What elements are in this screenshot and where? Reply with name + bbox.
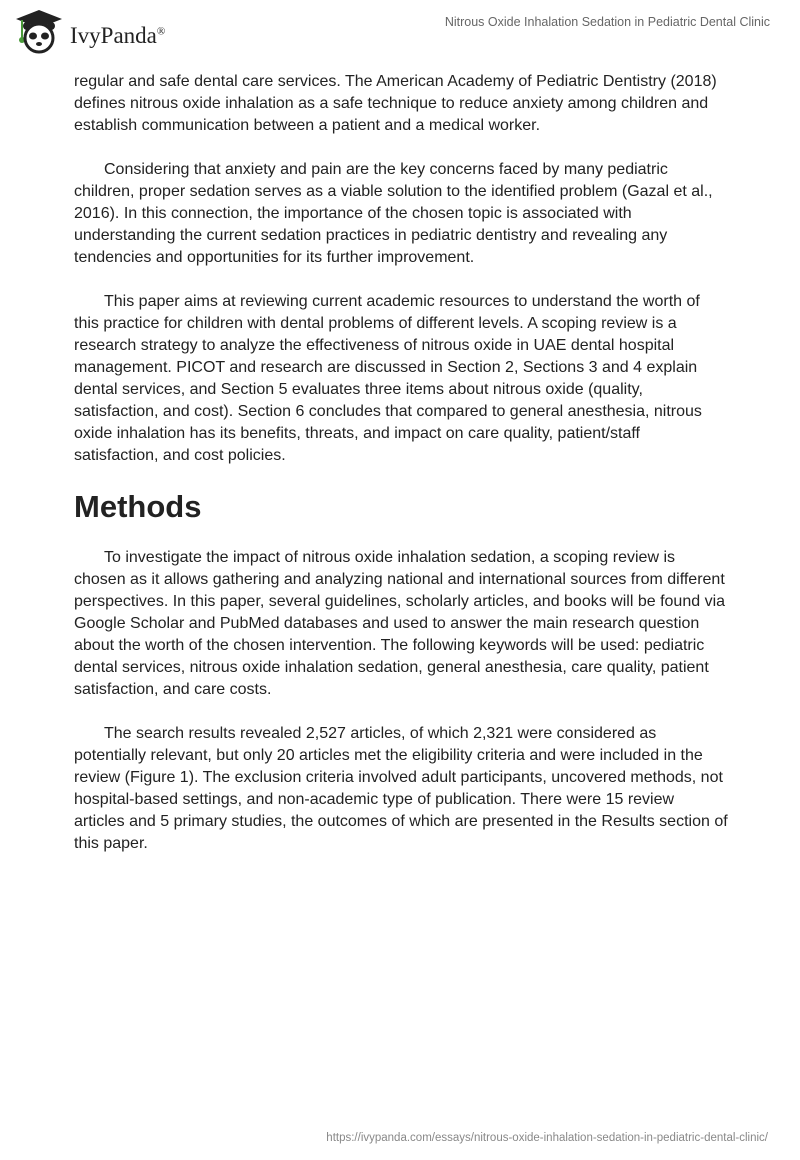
logo-text: IvyPanda®: [70, 23, 166, 48]
section-heading-methods: Methods: [74, 489, 202, 524]
paragraph: Considering that anxiety and pain are the key concerns faced by many pediatric children, proper sedation serves as a viable solution to the identified problem (Gazal et al., 2016). In this connection, the importance of the chosen topic is associated with understanding the current sedation practices in pediatric dentistry and revealing any tendencies and opportunities for its further improvement.: [74, 161, 713, 266]
paragraph: The search results revealed 2,527 articles, of which 2,321 were considered as potentially relevant, but only 20 articles met the eligibility criteria and were included in the review (Figure 1). The exclusion criteria involved adult participants, uncovered methods, not hospital-based settings, and non-academic type of publication. There were 15 review articles and 5 primary studies, the outcomes of which are presented in the Results section of this paper.: [74, 725, 728, 852]
panda-graduate-icon: [14, 8, 64, 54]
page-header: [0, 0, 800, 60]
paragraph: To investigate the impact of nitrous oxide inhalation sedation, a scoping review is chosen as it allows gathering and analyzing national and international sources from different perspectives. In this paper, several guidelines, scholarly articles, and books will be found via Google Scholar and PubMed databases and used to answer the main research question about the worth of the chosen intervention. The following keywords will be used: pediatric dental services, nitrous oxide inhalation sedation, general anesthesia, care quality, patient satisfaction, and care costs.: [74, 549, 726, 698]
paragraph: regular and safe dental care services. The American Academy of Pediatric Dentistry (2018) defines nitrous oxide inhalation as a safe technique to reduce anxiety among children and establish communication between a patient and a medical worker.: [74, 73, 717, 134]
document-body: [74, 71, 728, 877]
ivypanda-logo[interactable]: [14, 8, 165, 54]
source-url[interactable]: https://ivypanda.com/essays/nitrous-oxide-inhalation-sedation-in-pediatric-dental-clinic/: [326, 1132, 768, 1144]
paragraph: This paper aims at reviewing current academic resources to understand the worth of this practice for children with dental problems of different levels. A scoping review is a research strategy to analyze the effectiveness of nitrous oxide in UAE dental hospital management. PICOT and research are discussed in Section 2, Sections 3 and 4 explain dental services, and Section 5 evaluates three items about nitrous oxide (quality, satisfaction, and cost). Section 6 concludes that compared to general anesthesia, nitrous oxide inhalation has its benefits, threats, and impact on care quality, patient/staff satisfaction, and cost policies.: [74, 293, 702, 464]
document-title: Nitrous Oxide Inhalation Sedation in Pediatric Dental Clinic: [444, 15, 770, 29]
